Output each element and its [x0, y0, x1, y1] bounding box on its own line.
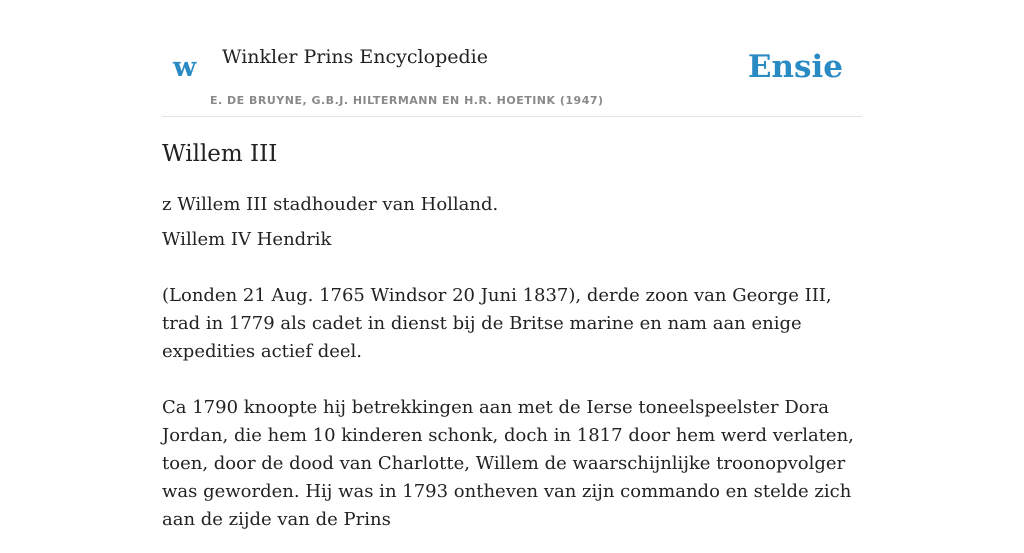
- publication-title[interactable]: Winkler Prins Encyclopedie: [222, 46, 488, 68]
- article-paragraph-2: (Londen 21 Aug. 1765 Windsor 20 Juni 1837), derde zoon van George III, trad in 1779 als cadet in dienst bij de Britse marine en nam aan enige expedities actief deel.: [162, 285, 832, 362]
- ensie-logo-link[interactable]: Ensie: [747, 49, 843, 85]
- publication-authors: E. DE BRUYNE, G.B.J. HILTERMANN EN H.R. HOETINK (1947): [210, 94, 604, 107]
- publication-logo-icon[interactable]: w: [173, 52, 197, 83]
- article-paragraph-1: z Willem III stadhouder van Holland.: [162, 194, 499, 215]
- page-header: [162, 0, 862, 117]
- article-subheading: Willem IV Hendrik: [162, 229, 332, 250]
- article-body: [162, 137, 862, 553]
- article-paragraph-3: Ca 1790 knoopte hij betrekkingen aan met de Ierse toneelspeelster Dora Jordan, die hem 10 kinderen schonk, doch in 1817 door hem werd verlaten, toen, door de dood van Charlotte, Willem de waarschijnlijke troonopvolger was geworden. Hij was in 1793 ontheven van zijn commando en stelde zich aan de zijde van de Prins: [162, 397, 854, 530]
- article-title: Willem III: [162, 141, 278, 167]
